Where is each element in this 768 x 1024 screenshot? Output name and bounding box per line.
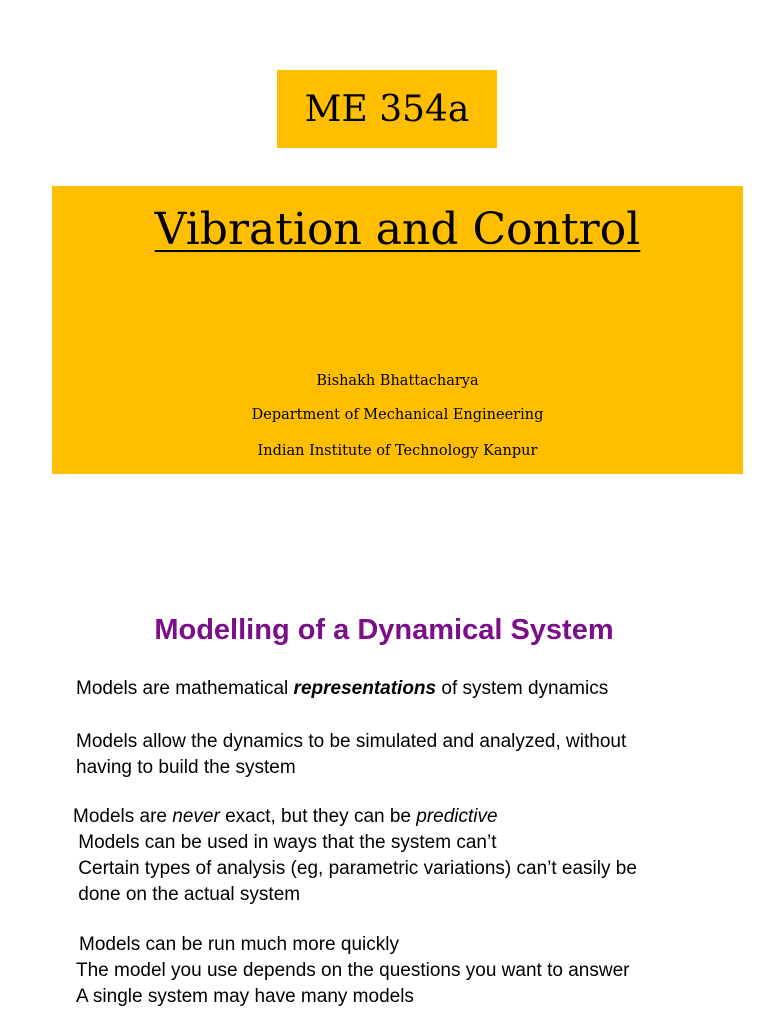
paragraph-models-representations bbox=[76, 676, 608, 702]
author-name: Bishakh Bhattacharya bbox=[316, 373, 479, 389]
text-line bbox=[73, 804, 637, 830]
paragraph-models-predictive bbox=[73, 804, 637, 908]
text-line: Models can be run much more quickly bbox=[79, 934, 399, 955]
text-segment: of system dynamics bbox=[436, 678, 609, 699]
text-segment: Models are bbox=[73, 806, 173, 827]
emphasis-text: predictive bbox=[416, 806, 498, 827]
text-line: Certain types of analysis (eg, parametric variations) can’t easily be bbox=[73, 858, 637, 879]
author-department: Department of Mechanical Engineering bbox=[251, 407, 544, 423]
course-code-box bbox=[277, 70, 497, 148]
text-line: The model you use depends on the questions you want to answer bbox=[76, 960, 630, 981]
emphasis-text: representations bbox=[293, 678, 437, 699]
text-line: Models can be used in ways that the system can’t bbox=[73, 832, 497, 853]
text-segment: exact, but they can be bbox=[219, 806, 417, 827]
slide-heading: Modelling of a Dynamical System bbox=[154, 614, 614, 646]
paragraph-models-speed bbox=[76, 932, 629, 1010]
text-segment: Models are mathematical bbox=[76, 678, 294, 699]
author-institute: Indian Institute of Technology Kanpur bbox=[257, 443, 538, 459]
course-title-box bbox=[52, 186, 743, 474]
course-title: Vibration and Control bbox=[154, 204, 641, 255]
text-line: done on the actual system bbox=[73, 884, 301, 905]
text-line: Models allow the dynamics to be simulated and analyzed, without bbox=[76, 731, 627, 752]
text-line: A single system may have many models bbox=[76, 986, 414, 1007]
text-line: having to build the system bbox=[76, 757, 296, 778]
course-code: ME 354a bbox=[304, 88, 470, 130]
emphasis-text: never bbox=[172, 806, 220, 827]
paragraph-models-simulation bbox=[76, 729, 626, 781]
